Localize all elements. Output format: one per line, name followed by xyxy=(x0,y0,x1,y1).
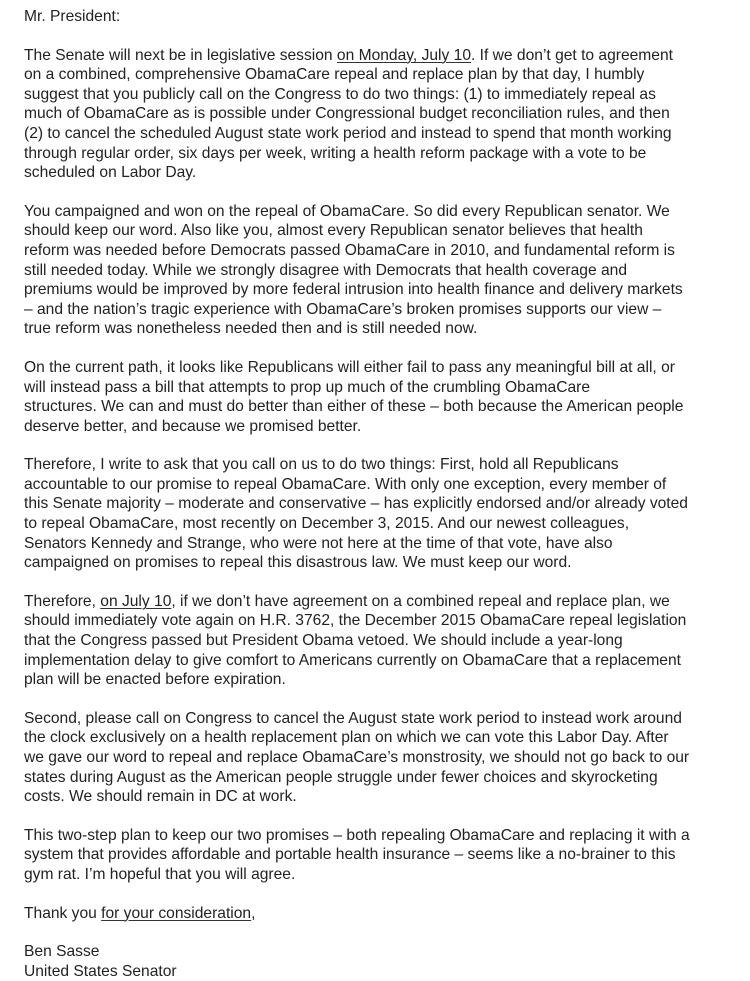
letter-body xyxy=(24,7,724,981)
closing-text: Thank you xyxy=(24,904,102,922)
paragraph-text: . If we don’t get to agreement on a combined, comprehensive ObamaCare repeal and replace plan by that day, I humbly suggest that you publicly call on the Congress to do two things: (1) to immediately repeal as much of ObamaCare as is possible under Congressional budget reconciliation rules, and then (2) to cancel the scheduled August state work period and instead to spend that month working through regular order, six days per week, writing a health reform package with a vote to be scheduled on Labor Day. xyxy=(24,46,673,182)
date-link-on-july-10[interactable]: on July 10 xyxy=(100,592,172,610)
paragraph-august-work: Second, please call on Congress to cancel the August state work period to instead work around the clock exclusively on a health replacement plan on which we can vote this Labor Day. After we gave our word to repeal and replace ObamaCare’s monstrosity, we should not go back to our states during August as the American people struggle under fewer choices and skyrocketing costs. We should remain in DC at work. xyxy=(24,709,690,806)
paragraph-session-date xyxy=(24,46,724,183)
date-link-july-10[interactable]: on Monday, July 10 xyxy=(336,46,471,64)
signature-name: Ben Sasse xyxy=(24,943,100,961)
salutation: Mr. President: xyxy=(24,8,121,25)
paragraph-two-things: Therefore, I write to ask that you call on us to do two things: First, hold all Republicans accountable to our promise to repeal ObamaCare. With only one exception, every member of this Senate majority – moderate and conservative – has explicitly endorsed and/or already voted to repeal ObamaCare, most recently on December 3, 2015. And our newest colleagues, Senators Kennedy and Strange, who were not here at the time of that vote, have also campaigned on promises to repeal this disastrous law. We must keep our word. xyxy=(24,456,688,572)
paragraph-text: , if we don’t have agreement on a combined repeal and replace plan, we should immediately vote again on H.R. 3762, the December 2015 ObamaCare repeal legislation that the Congress passed but President Obama vetoed. We should include a year-long implementation delay to give comfort to Americans currently on ObamaCare that a replacement plan will be enacted before expiration. xyxy=(24,592,687,689)
signature-block xyxy=(24,942,724,981)
paragraph-text: Therefore, xyxy=(24,592,101,610)
paragraph-text: The Senate will next be in legislative session xyxy=(24,46,337,64)
paragraph-two-step-plan: This two-step plan to keep our two promises – both repealing ObamaCare and replacing it with a system that provides affordable and portable health insurance – seems like a no-brainer to this gym rat. I’m hopeful that you will agree. xyxy=(24,826,690,883)
closing-line xyxy=(24,904,724,924)
paragraph-repeal-vote xyxy=(24,592,724,690)
paragraph-current-path: On the current path, it looks like Republicans will either fail to pass any meaningful bill at all, or will instead pass a bill that attempts to prop up much of the crumbling ObamaCare structures. We can and must do better than either of these – both because the American people deserve better, and because we promised better. xyxy=(24,358,684,435)
consideration-link[interactable]: for your consideration xyxy=(101,904,252,922)
paragraph-campaign: You campaigned and won on the repeal of ObamaCare. So did every Republican senator. We should keep our word. Also like you, almost every Republican senator believes that health reform was needed before Democrats passed ObamaCare in 2010, and fundamental reform is still needed today. While we strongly disagree with Democrats that health coverage and premiums would be improved by more federal intrusion into health finance and delivery markets – and the nation’s tragic experience with ObamaCare’s broken promises supports our view – true reform was nonetheless needed then and is still needed now. xyxy=(24,202,683,338)
signature-title: United States Senator xyxy=(24,962,177,980)
closing-punctuation: , xyxy=(251,904,256,922)
